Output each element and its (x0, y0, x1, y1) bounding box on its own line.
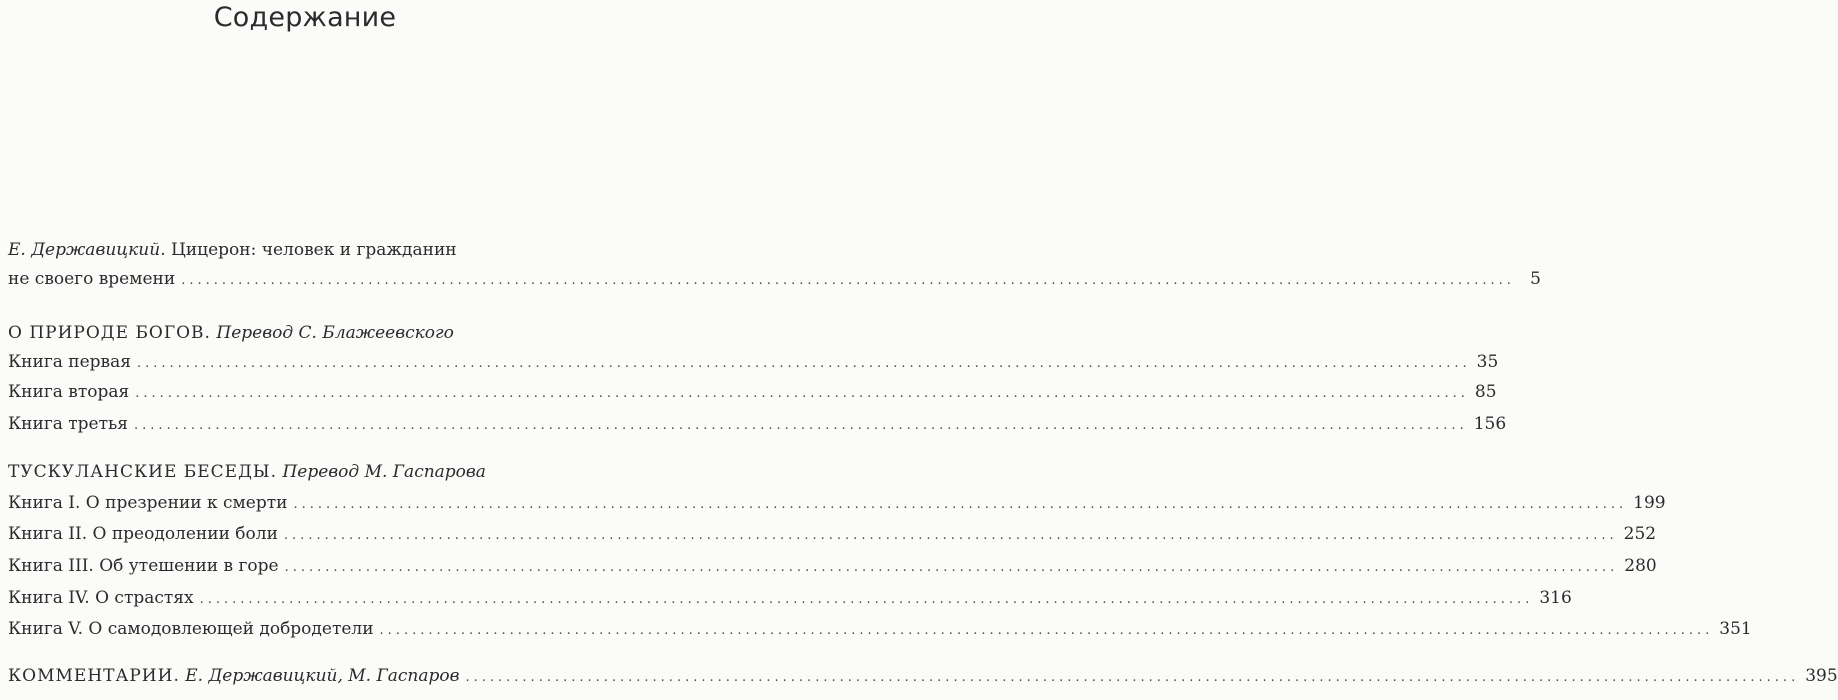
leader-dots (380, 620, 1714, 642)
entry-label: Книга IV. О страстях (8, 588, 194, 608)
toc-entry[interactable] (8, 587, 1572, 611)
page-number: 156 (1473, 414, 1507, 434)
section-title: КОММЕНТАРИИ. (8, 666, 180, 686)
page-number: 199 (1633, 493, 1666, 513)
page-number: 35 (1476, 352, 1499, 372)
section-heading-tusculanae (8, 461, 602, 483)
entry-label: Книга вторая (8, 382, 130, 402)
page-number: 85 (1474, 382, 1497, 402)
leader-dots (181, 270, 1515, 292)
page-number: 316 (1539, 588, 1572, 608)
leader-dots (137, 353, 1471, 375)
leader-dots (135, 383, 1469, 405)
toc-entry-comments[interactable] (8, 665, 1838, 689)
section-title: О ПРИРОДЕ БОГОВ. (8, 323, 211, 343)
entry-label: Книга V. О самодовлеющей добродетели (8, 619, 374, 639)
intro-author: Е. Державицкий. (8, 240, 166, 260)
toc-entry[interactable] (8, 523, 1657, 547)
section-title: ТУСКУЛАНСКИЕ БЕСЕДЫ. (8, 462, 278, 482)
leader-dots (284, 525, 1618, 547)
section-translator: Перевод М. Гаспарова (282, 462, 486, 482)
toc-entry[interactable] (8, 618, 1752, 642)
toc-entry-intro-line1[interactable] (8, 239, 602, 261)
entry-label: Книга третья (8, 414, 128, 434)
toc-entry[interactable] (8, 381, 1497, 405)
leader-dots (285, 557, 1619, 579)
entry-label: Книга первая (8, 352, 131, 372)
page-number: 280 (1624, 556, 1657, 576)
entry-label: Книга I. О презрении к смерти (8, 493, 288, 513)
toc-entry[interactable] (8, 413, 1507, 437)
page-number: 5 (1530, 269, 1541, 289)
comments-authors: Е. Державицкий, М. Гаспаров (185, 666, 460, 686)
page-title: Содержание (213, 2, 397, 33)
page-number: 395 (1805, 666, 1838, 686)
leader-dots (134, 415, 1468, 437)
leader-dots (466, 667, 1800, 689)
page-number: 351 (1719, 619, 1752, 639)
intro-title-line2: не своего времени (8, 269, 176, 289)
toc-entry-intro[interactable] (8, 268, 1541, 292)
entry-label: Книга III. Об утешении в горе (8, 556, 279, 576)
toc-entry[interactable] (8, 492, 1666, 516)
page-number: 252 (1623, 524, 1657, 544)
leader-dots (293, 494, 1627, 516)
section-translator: Перевод С. Блажеевского (216, 323, 454, 343)
leader-dots (200, 589, 1534, 611)
toc-entry[interactable] (8, 351, 1499, 375)
entry-label: Книга II. О преодолении боли (8, 524, 278, 544)
intro-title-line1: Цицерон: человек и гражданин (171, 240, 457, 260)
section-heading-de-natura-deorum (8, 322, 602, 344)
toc-entry[interactable] (8, 555, 1657, 579)
